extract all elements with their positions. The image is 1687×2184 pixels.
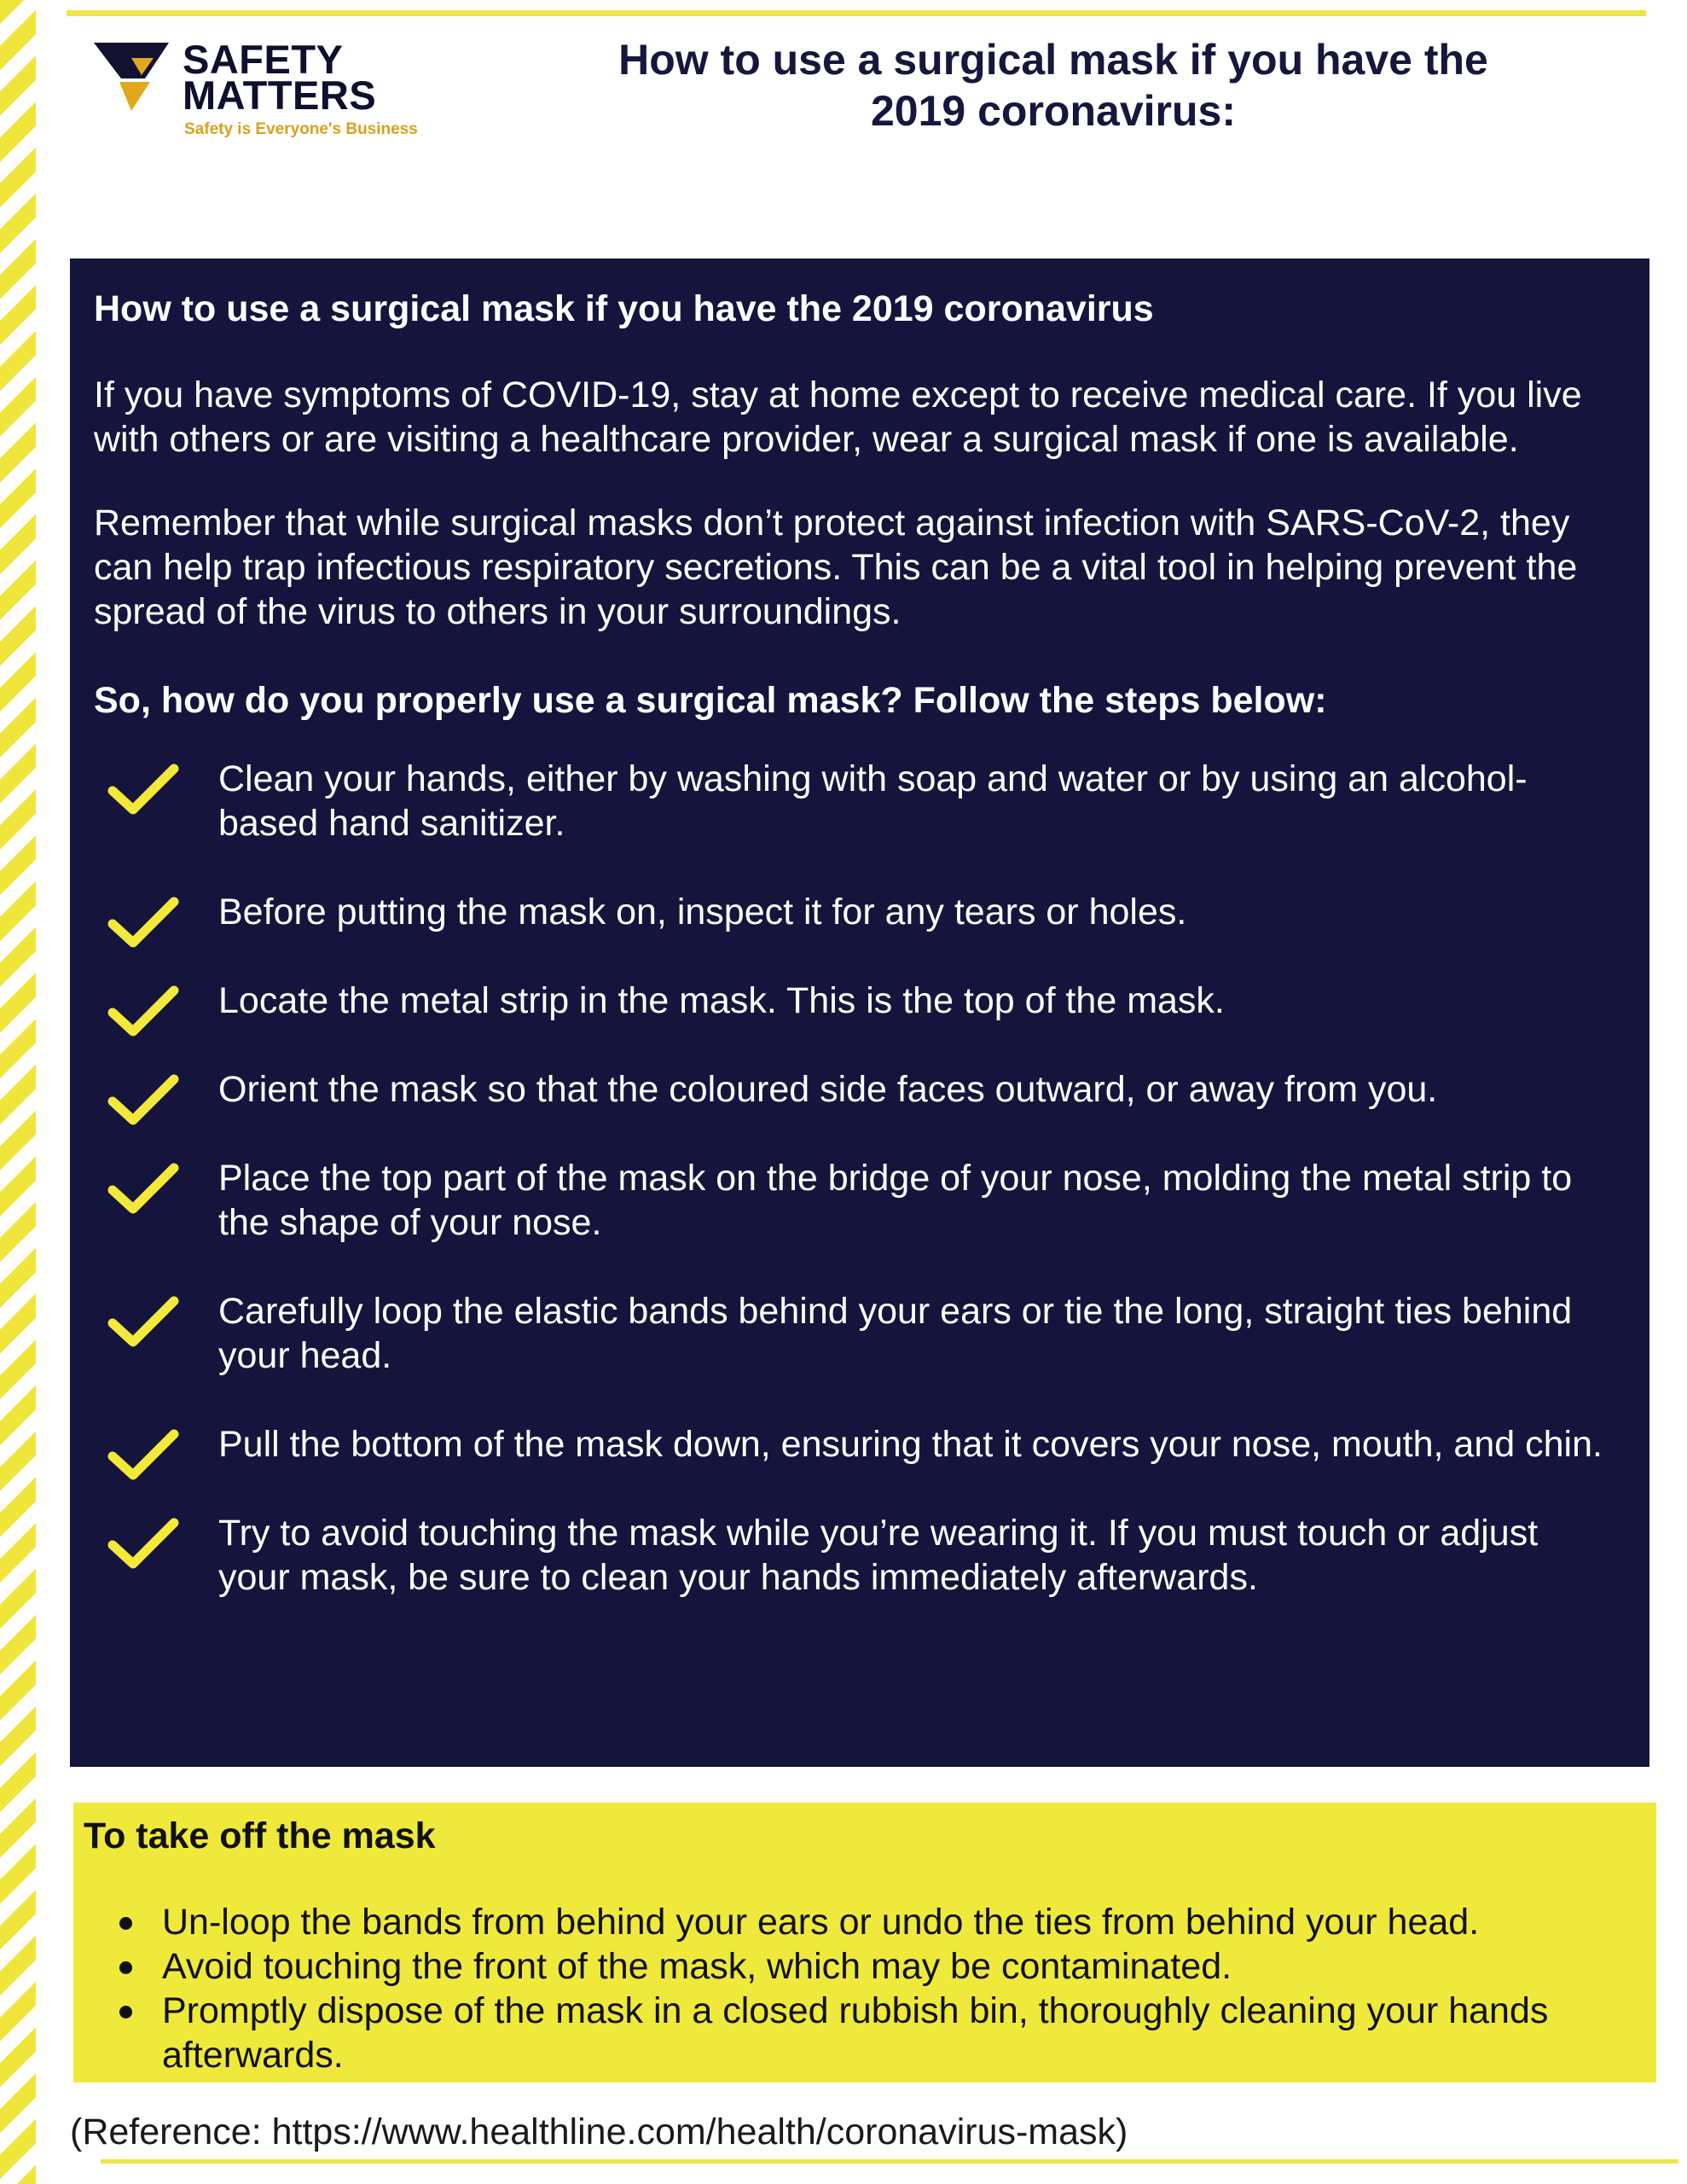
instructions-panel [70,258,1649,1767]
step-item [94,1156,1615,1245]
page-title-line-2: 2019 coronavirus: [871,87,1236,135]
take-off-list [84,1900,1622,2077]
checkmark-icon [106,762,181,818]
step-text: Carefully loop the elastic bands behind your ears or tie the long, straight ties behind your head. [218,1291,1573,1376]
page-title [546,34,1561,136]
take-off-item-text: Un-loop the bands from behind your ears or undo the ties from behind your head. [162,1902,1480,1943]
checkmark-icon [106,1516,181,1572]
bullet-icon [119,2006,132,2018]
checkmark-icon [106,895,181,951]
bullet-icon [119,1961,132,1974]
take-off-item [84,1944,1622,1989]
step-text: Before putting the mask on, inspect it for any tears or holes. [218,892,1187,932]
bottom-divider [101,2159,1678,2164]
checkmark-icon [106,984,181,1040]
instructions-heading: How to use a surgical mask if you have the 2019 coronavirus [94,288,1154,329]
reminder-paragraph: Remember that while surgical masks don’t protect against infection with SARS-CoV-2, they can help trap infectious respiratory secretions. This can be a vital tool in helping prevent the spread of the virus to others in your surroundings. [94,502,1578,632]
step-text: Orient the mask so that the coloured side faces outward, or away from you. [218,1069,1438,1110]
safety-matters-logo [94,38,486,148]
step-item [94,1289,1615,1378]
logo-tagline: Safety is Everyone's Business [184,120,418,138]
logo-line-safety: SAFETY [183,37,344,82]
step-item [94,1422,1615,1467]
take-off-item [84,1989,1622,2077]
checkmark-icon [106,1294,181,1350]
step-text: Pull the bottom of the mask down, ensuring that it covers your nose, mouth, and chin. [218,1424,1603,1465]
take-off-item-text: Promptly dispose of the mask in a closed rubbish bin, thoroughly cleaning your hands afterwards. [162,1990,1549,2076]
steps-list [94,757,1615,1600]
hazard-stripe-border [0,0,36,2184]
step-text: Locate the metal strip in the mask. This is the top of the mask. [218,980,1225,1021]
bullet-icon [119,1917,132,1930]
take-off-item [84,1900,1622,1944]
top-divider [67,10,1646,16]
page-title-line-1: How to use a surgical mask if you have the [618,36,1488,84]
step-item [94,890,1615,934]
step-text: Place the top part of the mask on the bridge of your nose, molding the metal strip to the shape of your nose. [218,1158,1573,1243]
step-item [94,1067,1615,1112]
logo-line-matters: MATTERS [183,73,377,118]
step-text: Clean your hands, either by washing with soap and water or by using an alcohol-based hand sanitizer. [218,758,1528,844]
checkmark-icon [106,1161,181,1217]
step-item [94,979,1615,1023]
take-off-item-text: Avoid touching the front of the mask, which may be contaminated. [162,1946,1232,1987]
reference-citation: (Reference: https://www.healthline.com/health/coronavirus-mask) [70,2111,1128,2152]
take-off-panel [73,1803,1656,2082]
step-item [94,1511,1615,1600]
take-off-heading: To take off the mask [84,1815,436,1856]
step-text: Try to avoid touching the mask while you’re wearing it. If you must touch or adjust your mask, be sure to clean your hands immediately afterwards. [218,1513,1539,1598]
logo-mark-icon [94,38,179,114]
intro-paragraph: If you have symptoms of COVID-19, stay at home except to receive medical care. If you live with others or are visiting a healthcare provider, wear a surgical mask if one is available. [94,375,1582,460]
checkmark-icon [106,1427,181,1484]
steps-intro: So, how do you properly use a surgical mask? Follow the steps below: [94,680,1327,721]
checkmark-icon [106,1072,181,1129]
step-item [94,757,1615,845]
